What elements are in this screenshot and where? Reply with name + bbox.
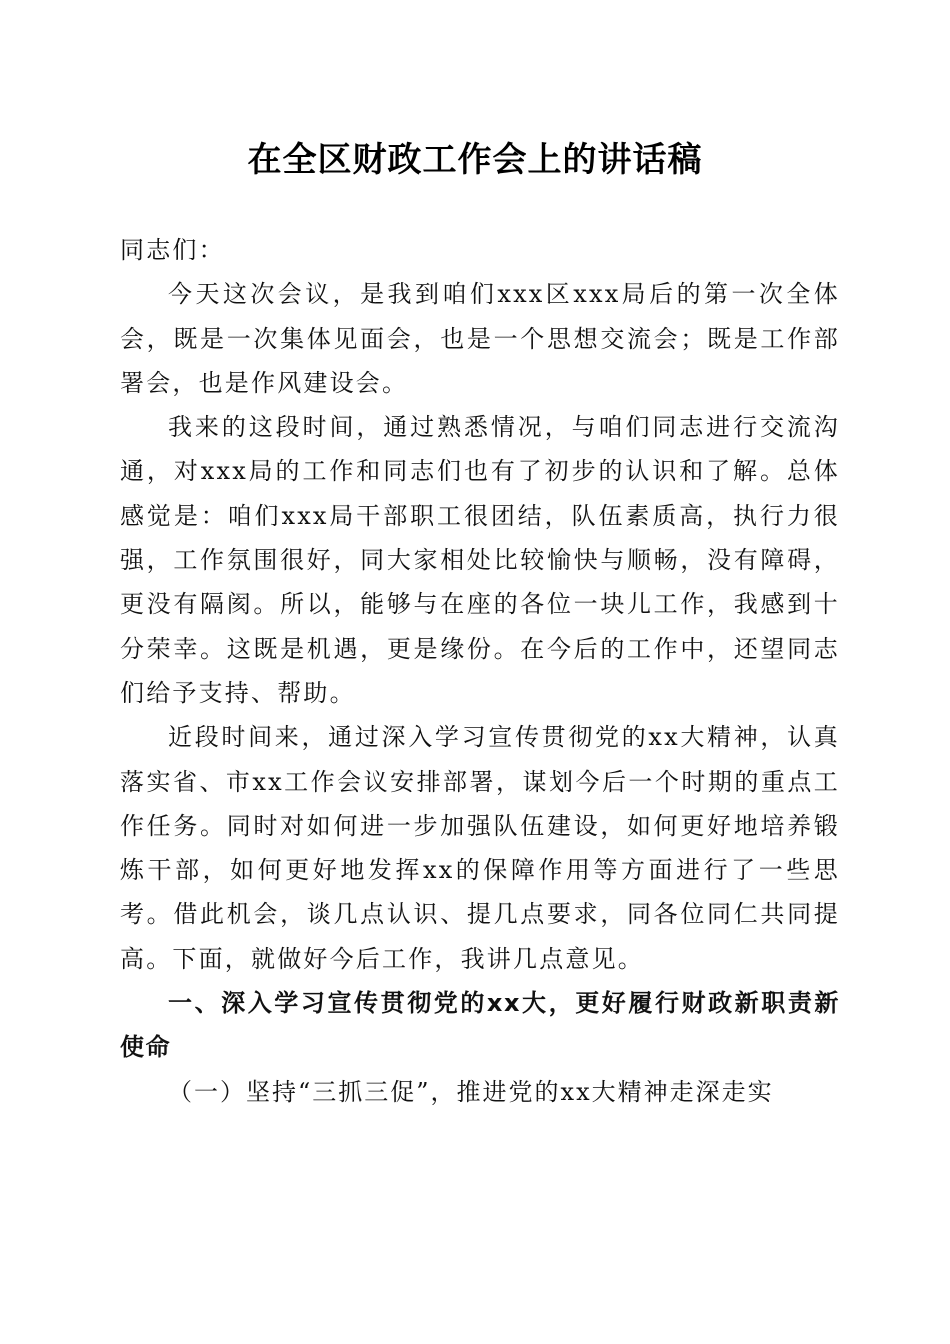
subsection-heading-1: （一）坚持“三抓三促”，推进党的xx大精神走深走实 (168, 1077, 774, 1106)
document-title: 在全区财政工作会上的讲话稿 (247, 140, 703, 180)
salutation: 同志们： (120, 236, 225, 264)
paragraph-opening: 今天这次会议，是我到咱们xxx区xxx局后的第一次全体会，既是一次集体见面会，也是一个思想交流会；既是工作部署会，也是作风建设会。 (120, 280, 840, 397)
section-heading-1: 一、深入学习宣传贯彻党的xx大，更好履行财政新职责新使命 (120, 989, 840, 1062)
paragraph-impressions: 我来的这段时间，通过熟悉情况，与咱们同志进行交流沟通，对xxx局的工作和同志们也有了初步的认识和了解。总体感觉是：咱们xxx局干部职工很团结，队伍素质高，执行力很强，工作氛围很好，同大家相处比较愉快与顺畅，没有障碍，更没有隔阂。所以，能够与在座的各位一块儿工作，我感到十分荣幸。这既是机遇，更是缘份。在今后的工作中，还望同志们给予支持、帮助。 (120, 413, 840, 707)
document-body (120, 228, 840, 1114)
paragraph-outline: 近段时间来，通过深入学习宣传贯彻党的xx大精神，认真落实省、市xx工作会议安排部署，谋划今后一个时期的重点工作任务。同时对如何进一步加强队伍建设，如何更好地培养锻炼干部，如何更好地发挥xx的保障作用等方面进行了一些思考。借此机会，谈几点认识、提几点要求，同各位同仁共同提高。下面，就做好今后工作，我讲几点意见。 (120, 723, 840, 973)
